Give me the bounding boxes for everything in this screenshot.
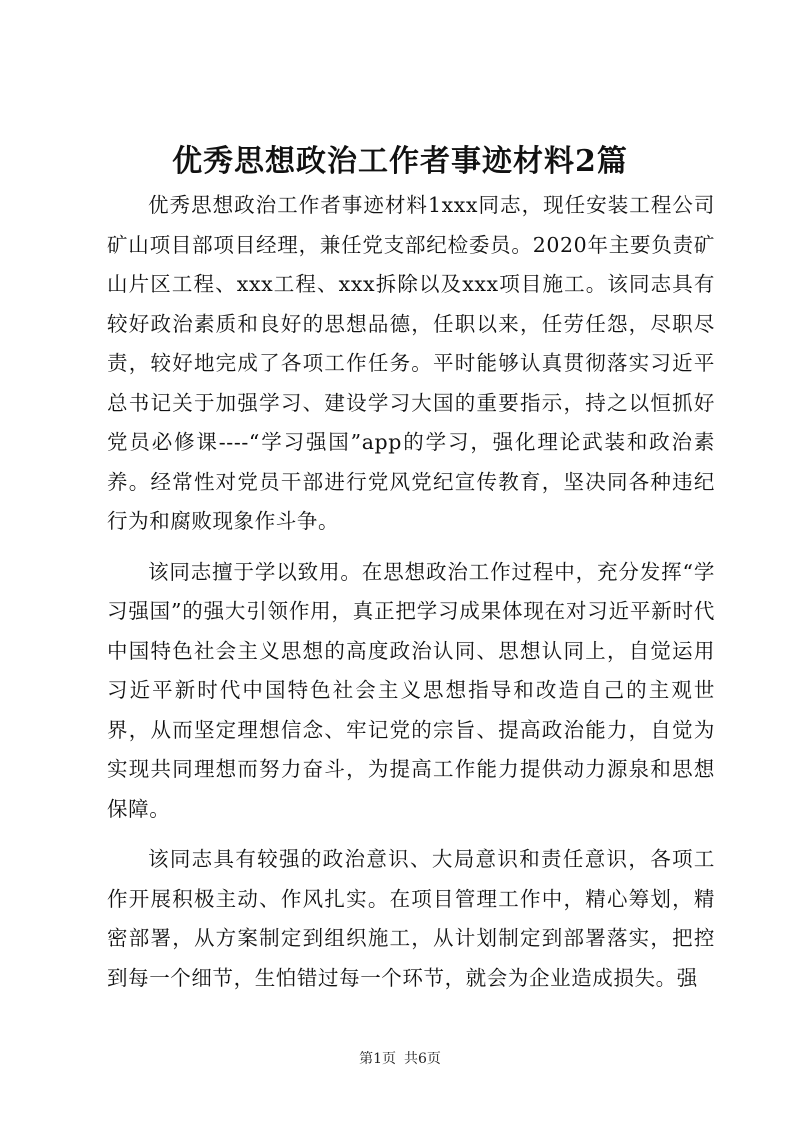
page-total: 共6页: [404, 1051, 441, 1067]
page-footer: [0, 1050, 800, 1068]
document-body: [107, 186, 715, 998]
paragraph-1: 优秀思想政治工作者事迹材料1xxx同志，现任安装工程公司矿山项目部项目经理，兼任党支部纪检委员。2020年主要负责矿山片区工程、xxx工程、xxx拆除以及xxx项目施工。该同志具有较好政治素质和良好的思想品德，任职以来，任劳任怨，尽职尽责，较好地完成了各项工作任务。平时能够认真贯彻落实习近平总书记关于加强学习、建设学习大国的重要指示，持之以恒抓好党员必修课----“学习强国”app的学习，强化理论武装和政治素养。经常性对党员干部进行党风党纪宣传教育，坚决同各种违纪行为和腐败现象作斗争。: [107, 193, 715, 533]
paragraph-3: 该同志具有较强的政治意识、大局意识和责任意识，各项工作开展积极主动、作风扎实。在项目管理工作中，精心筹划，精密部署，从方案制定到组织施工，从计划制定到部署落实，把控到每一个细节，生怕错过每一个环节，就会为企业造成损失。强: [107, 847, 715, 990]
paragraph-2: 该同志擅于学以致用。在思想政治工作过程中，充分发挥“学习强国”的强大引领作用，真正把学习成果体现在对习近平新时代中国特色社会主义思想的高度政治认同、思想认同上，自觉运用习近平新时代中国特色社会主义思想指导和改造自己的主观世界，从而坚定理想信念、牢记党的宗旨、提高政治能力，自觉为实现共同理想而努力奋斗，为提高工作能力提供动力源泉和思想保障。: [107, 559, 715, 821]
document-title: 优秀思想政治工作者事迹材料2篇: [172, 144, 628, 179]
page-number: 第1页: [359, 1051, 396, 1067]
